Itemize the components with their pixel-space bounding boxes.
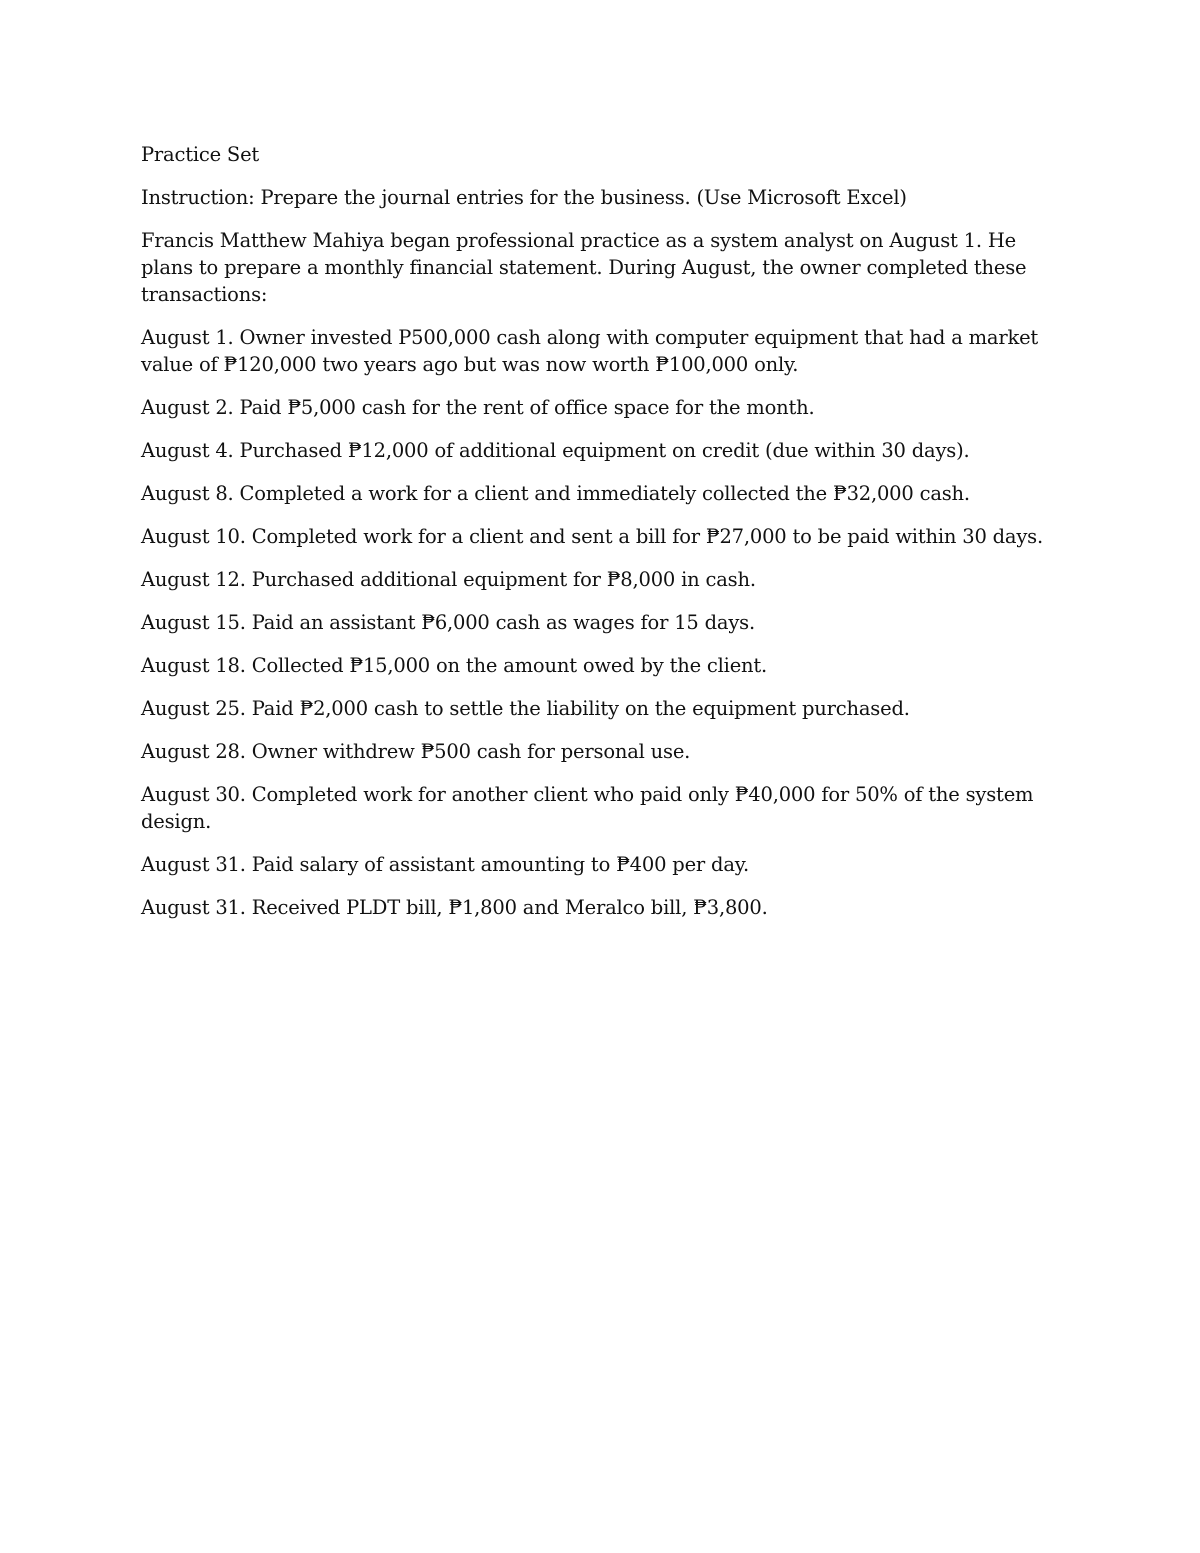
instruction-text: Instruction: Prepare the journal entries for the business. (Use Microsoft Excel): [141, 186, 907, 209]
transaction-item: August 31. Received PLDT bill, ₱1,800 and Meralco bill, ₱3,800.: [141, 896, 768, 919]
transaction-item: August 28. Owner withdrew ₱500 cash for personal use.: [141, 740, 691, 763]
transaction-item: August 18. Collected ₱15,000 on the amount owed by the client.: [141, 654, 768, 677]
transaction-item: August 4. Purchased ₱12,000 of additional equipment on credit (due within 30 days).: [141, 439, 970, 462]
document-title: Practice Set: [141, 143, 260, 166]
transaction-item: August 30. Completed work for another client who paid only ₱40,000 for 50% of the system design.: [141, 783, 1034, 833]
transaction-item: August 10. Completed work for a client and sent a bill for ₱27,000 to be paid within 30 days.: [141, 525, 1043, 548]
transaction-item: August 31. Paid salary of assistant amounting to ₱400 per day.: [141, 853, 749, 876]
transaction-item: August 2. Paid ₱5,000 cash for the rent of office space for the month.: [141, 396, 815, 419]
transaction-item: August 8. Completed a work for a client and immediately collected the ₱32,000 cash.: [141, 482, 970, 505]
transaction-item: August 25. Paid ₱2,000 cash to settle the liability on the equipment purchased.: [141, 697, 910, 720]
intro-paragraph: Francis Matthew Mahiya began professional practice as a system analyst on August 1. He plans to prepare a monthly financial statement. During August, the owner completed these transactions:: [141, 229, 1027, 306]
transaction-item: August 12. Purchased additional equipment for ₱8,000 in cash.: [141, 568, 756, 591]
transaction-item: August 15. Paid an assistant ₱6,000 cash as wages for 15 days.: [141, 611, 755, 634]
document-body: [141, 141, 1061, 937]
transaction-item: August 1. Owner invested P500,000 cash along with computer equipment that had a market value of ₱120,000 two years ago but was now worth ₱100,000 only.: [141, 326, 1039, 376]
